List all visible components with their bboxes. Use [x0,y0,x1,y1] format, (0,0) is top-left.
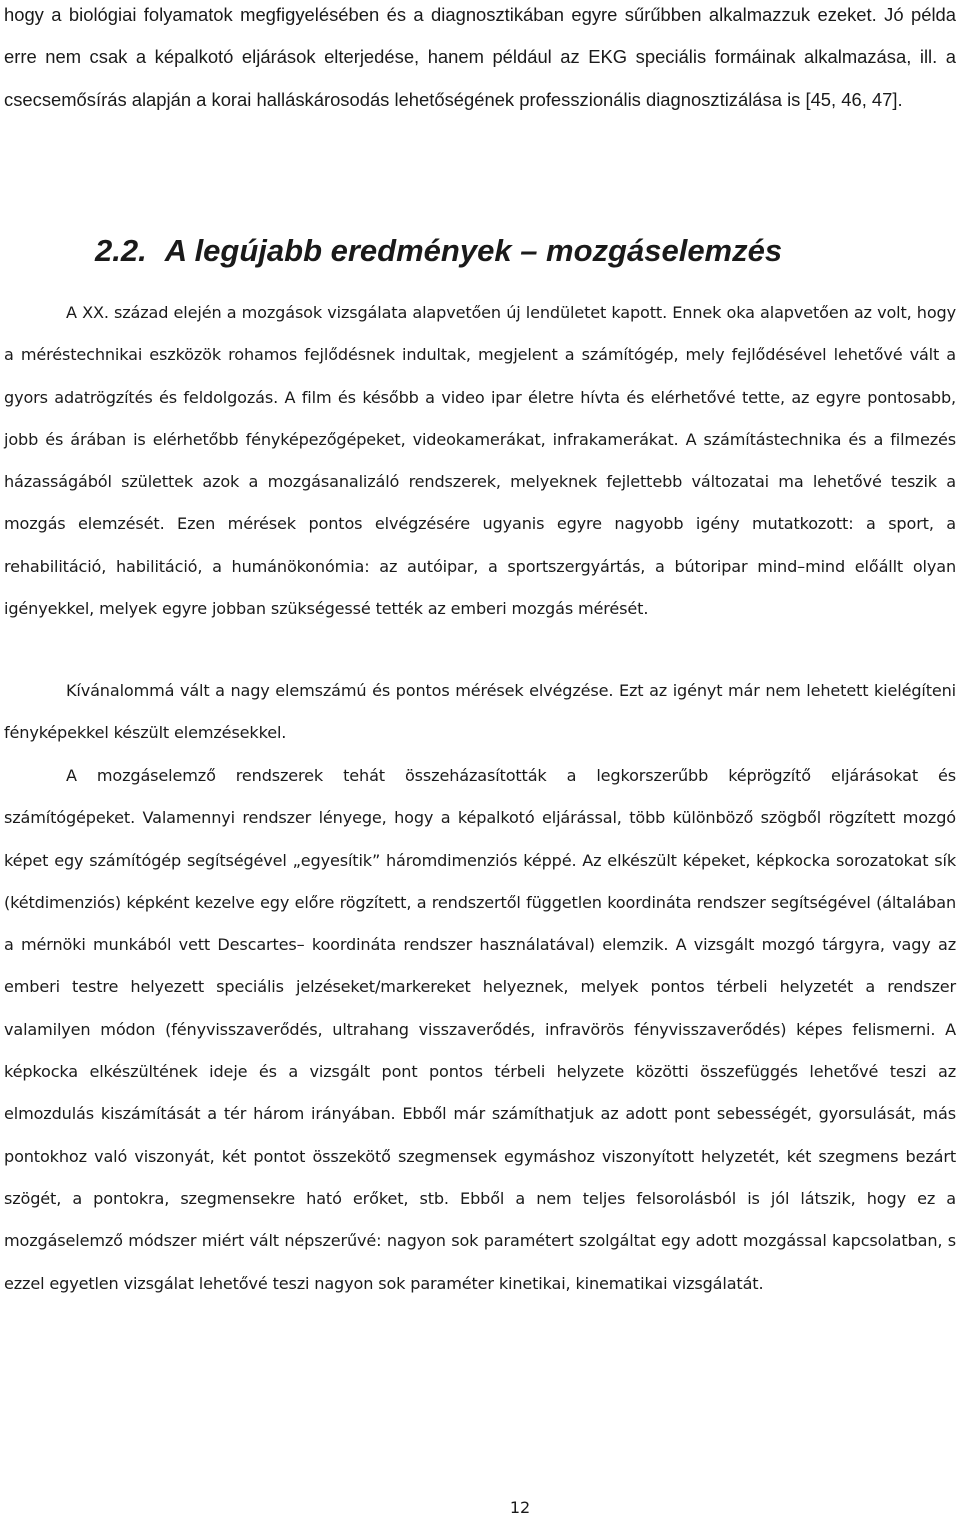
body-paragraph-2: Kívánalommá vált a nagy elemszámú és pontos mérések elvégzése. Ezt az igényt már nem lehetett kielégíteni fényképekkel készült elemzésekkel. [4,681,956,743]
body-paragraph-3: A mozgáselemző rendszerek tehát összeházasították a legkorszerűbb képrögzítő eljárásokat és számítógépeket. Valamennyi rendszer lényege, hogy a képalkotó eljárással, több különböző szögből rögzített mozgó képet egy számítógép segítségével „egyesítik” háromdimenziós képpé. Az elkészült képeket, képkocka sorozatokat sík (kétdimenziós) képként kezelve egy előre rögzített, a rendszertől független koordináta rendszer segítségével (általában a mérnöki munkából vett Descartes– koordináta rendszer használatával) elemzik. A vizsgált mozgó tárgyra, vagy az emberi testre helyezett speciális jelzéseket/markereket helyeznek, melyek pontos térbeli helyzetét a rendszer valamilyen módon (fényvisszaverődés, ultrahang visszaverődés, infravörös fényvisszaverődés) képes felismerni. A képkocka elkészültének ideje és a vizsgált pont pontos térbeli helyzete közötti összefüggés lehetővé teszi az elmozdulás kiszámítását a tér három irányában. Ebből már számíthatjuk az adott pont sebességét, gyorsulását, más pontokhoz való viszonyát, két pontot összekötő szegmensek egymáshoz viszonyított helyzetét, két szegmens bezárt szögét, a pontokra, szegmensekre ható erőket, stb. Ebből a nem teljes felsorolásból is jól látszik, hogy ez a mozgáselemző módszer miért vált népszerűvé: nagyon sok paramétert szolgáltat egy adott mozgással kapcsolatban, s ezzel egyetlen vizsgálat lehetővé teszi nagyon sok paraméter kinetikai, kinematikai vizsgálatát. [4,766,956,1293]
intro-paragraph: hogy a biológiai folyamatok megfigyelésében és a diagnosztikában egyre sűrűbben alkalmazzuk ezeket. Jó példa erre nem csak a képalkotó eljárások elterjedése, hanem például az EKG speciális formáinak alkalmazása, ill. a csecsemősírás alapján a korai halláskárosodás lehetőségének professzionális diagnosztizálása is [45, 46, 47]. [4,4,956,110]
section-number: 2.2. [95,233,147,268]
section-title: A legújabb eredmények – mozgáselemzés [164,233,783,268]
body-paragraph-1: A XX. század elején a mozgások vizsgálata alapvetően új lendületet kapott. Ennek oka alapvetően az volt, hogy a méréstechnikai eszközök rohamos fejlődésnek indultak, megjelent a számítógép, mely fejlődésével lehetővé vált a gyors adatrögzítés és feldolgozás. A film és később a video ipar életre hívta és elérhetővé tette, az egyre pontosabb, jobb és árában is elérhetőbb fényképezőgépeket, videokamerákat, infrakamerákat. A számítástechnika és a filmezés házasságából születtek azok a mozgásanalizáló rendszerek, melyeknek fejlettebb változatai ma lehetővé teszik a mozgás elemzését. Ezen mérések pontos elvégzésére ugyanis egyre nagyobb igény mutatkozott: a sport, a rehabilitáció, habilitáció, a humánökonómia: az autóipar, a sportszergyártás, a bútoripar mind–mind előállt olyan igényekkel, melyek egyre jobban szükségessé tették az emberi mozgás mérését. [4,303,956,619]
section-heading [95,225,782,277]
page-number: 12 [509,1498,531,1517]
